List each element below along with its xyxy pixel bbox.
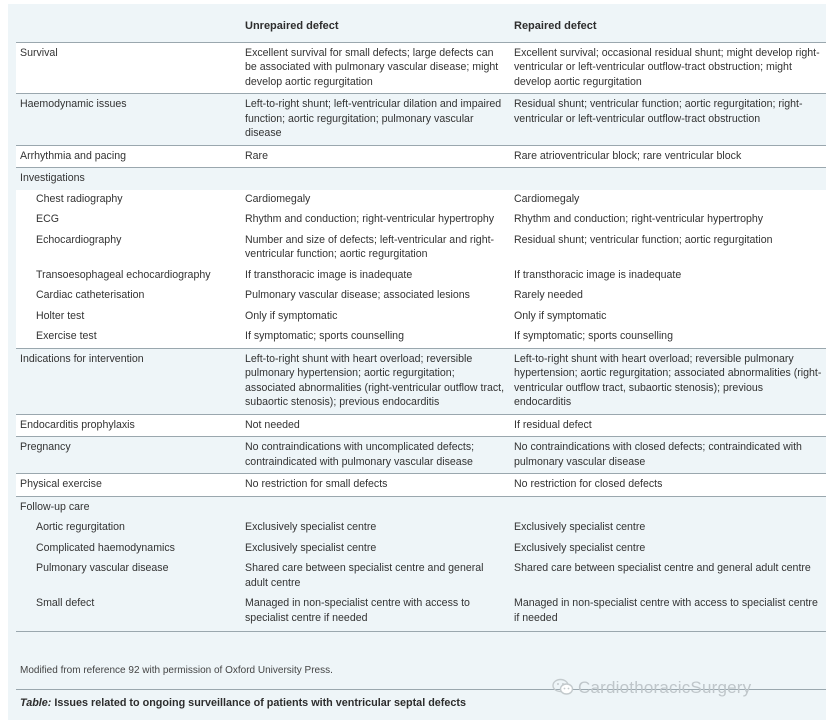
unrepaired-cell: Left-to-right shunt; left-ventricular dilation and impaired function; aortic regurgitation; pulmonary vascular disease: [241, 94, 510, 146]
row-label: Transoesophageal echocardiography: [16, 266, 241, 287]
unrepaired-cell: Not needed: [241, 414, 510, 437]
row-label: Small defect: [16, 594, 241, 632]
table-panel: [8, 4, 826, 720]
repaired-cell: Residual shunt; ventricular function; aortic regurgitation; right-ventricular or left-ventricular outflow-tract obstruction: [510, 94, 826, 146]
repaired-cell: Residual shunt; ventricular function; aortic regurgitation: [510, 231, 826, 266]
unrepaired-cell: Exclusively specialist centre: [245, 521, 377, 533]
row-label: Follow-up care: [16, 496, 241, 518]
table-row: [16, 307, 826, 328]
table-row: [16, 518, 826, 539]
row-label: Indications for intervention: [16, 348, 241, 414]
repaired-cell: Rhythm and conduction; right-ventricular hypertrophy: [510, 210, 826, 231]
repaired-cell: Rarely needed: [510, 286, 826, 307]
row-label: Survival: [16, 42, 241, 94]
wechat-icon: [552, 678, 574, 696]
repaired-cell: Managed in non-specialist centre with access to specialist centre if needed: [510, 594, 826, 632]
table-row: [16, 594, 826, 632]
row-label: Investigations: [16, 168, 241, 190]
table-row: [16, 496, 826, 518]
table-row: [16, 210, 826, 231]
table-row: [16, 266, 826, 287]
table-row: [16, 437, 826, 474]
repaired-cell: Excellent survival; occasional residual shunt; might develop right-ventricular or left-ventricular outflow-tract obstruction; might develop aortic regurgitation: [510, 42, 826, 94]
caption-text: Issues related to ongoing surveillance of patients with ventricular septal defects: [51, 697, 466, 709]
repaired-cell: Left-to-right shunt with heart overload; reversible pulmonary hypertension; aortic regurgitation; associated abnormalities (right-ventricular outflow tract, subaortic stenosis); previous endocarditis: [510, 348, 826, 414]
unrepaired-cell: If transthoracic image is inadequate: [241, 266, 510, 287]
unrepaired-cell: Excellent survival for small defects; large defects can be associated with pulmonary vascular disease; might develop aortic regurgitation: [241, 42, 510, 94]
table-caption: [20, 697, 466, 709]
repaired-cell: Only if symptomatic: [510, 307, 826, 328]
unrepaired-cell: No contraindications with uncomplicated defects; contraindicated with pulmonary vascular disease: [241, 437, 510, 474]
unrepaired-cell: [241, 168, 510, 190]
header-unrepaired: Unrepaired defect: [241, 12, 510, 42]
row-label: Complicated haemodynamics: [36, 541, 175, 554]
unrepaired-cell: Pulmonary vascular disease; associated lesions: [241, 286, 510, 307]
repaired-cell: Cardiomegaly: [510, 190, 826, 211]
unrepaired-cell: Number and size of defects; left-ventricular and right-ventricular function; aortic regurgitation: [241, 231, 510, 266]
table-row: [16, 42, 826, 94]
table-row: [16, 539, 826, 560]
repaired-cell: Exclusively specialist centre: [514, 521, 646, 533]
row-label: Pulmonary vascular disease: [36, 562, 169, 574]
row-label: Endocarditis prophylaxis: [16, 414, 241, 437]
table-header-row: [16, 12, 826, 42]
row-label: Physical exercise: [16, 474, 241, 497]
table-row: [16, 168, 826, 190]
unrepaired-cell: Rhythm and conduction; right-ventricular hypertrophy: [241, 210, 510, 231]
table-row: [16, 190, 826, 211]
row-label: Pregnancy: [16, 437, 241, 474]
table-row: [16, 145, 826, 168]
repaired-cell: Shared care between specialist centre and general adult centre: [514, 562, 811, 574]
repaired-cell: No restriction for closed defects: [510, 474, 826, 497]
repaired-cell: [510, 168, 826, 190]
row-label: Exercise test: [16, 327, 241, 348]
table-row: [16, 559, 826, 594]
table-row: [16, 327, 826, 348]
header-label-column: [16, 12, 241, 42]
table-row: [16, 286, 826, 307]
row-label: Holter test: [16, 307, 241, 328]
watermark: [552, 678, 751, 698]
table-row: [16, 231, 826, 266]
repaired-cell: [510, 496, 826, 518]
table-footnote: Modified from reference 92 with permission of Oxford University Press.: [20, 665, 333, 676]
unrepaired-cell: Left-to-right shunt with heart overload; reversible pulmonary hypertension; aortic regurgitation; associated abnormalities (right-ventricular outflow tract, subaortic stenosis); previous endocarditis: [241, 348, 510, 414]
unrepaired-cell: Shared care between specialist centre and general adult centre: [245, 562, 484, 589]
table-row: [16, 94, 826, 146]
watermark-text: CardiothoracicSurgery: [578, 678, 752, 697]
table-row: [16, 474, 826, 497]
table-row: [16, 414, 826, 437]
row-label: Echocardiography: [16, 231, 241, 266]
row-label: Cardiac catheterisation: [16, 286, 241, 307]
repaired-cell: No contraindications with closed defects; contraindicated with pulmonary vascular disease: [510, 437, 826, 474]
unrepaired-cell: If symptomatic; sports counselling: [241, 327, 510, 348]
repaired-cell: Rare atrioventricular block; rare ventricular block: [510, 145, 826, 168]
unrepaired-cell: No restriction for small defects: [241, 474, 510, 497]
repaired-cell: If symptomatic; sports counselling: [510, 327, 826, 348]
row-label: Haemodynamic issues: [16, 94, 241, 146]
repaired-cell: If residual defect: [510, 414, 826, 437]
row-label: Chest radiography: [16, 190, 241, 211]
unrepaired-cell: Rare: [241, 145, 510, 168]
surveillance-table: [16, 12, 826, 632]
caption-prefix: Table:: [20, 697, 52, 709]
unrepaired-cell: [241, 496, 510, 518]
table-row: [16, 348, 826, 414]
repaired-cell: If transthoracic image is inadequate: [510, 266, 826, 287]
unrepaired-cell: Exclusively specialist centre: [245, 541, 377, 554]
row-label: ECG: [16, 210, 241, 231]
row-label: Aortic regurgitation: [36, 521, 125, 533]
unrepaired-cell: Only if symptomatic: [241, 307, 510, 328]
header-repaired: Repaired defect: [510, 12, 826, 42]
repaired-cell: Exclusively specialist centre: [514, 541, 646, 554]
unrepaired-cell: Cardiomegaly: [241, 190, 510, 211]
unrepaired-cell: Managed in non-specialist centre with access to specialist centre if needed: [241, 594, 510, 632]
row-label: Arrhythmia and pacing: [16, 145, 241, 168]
